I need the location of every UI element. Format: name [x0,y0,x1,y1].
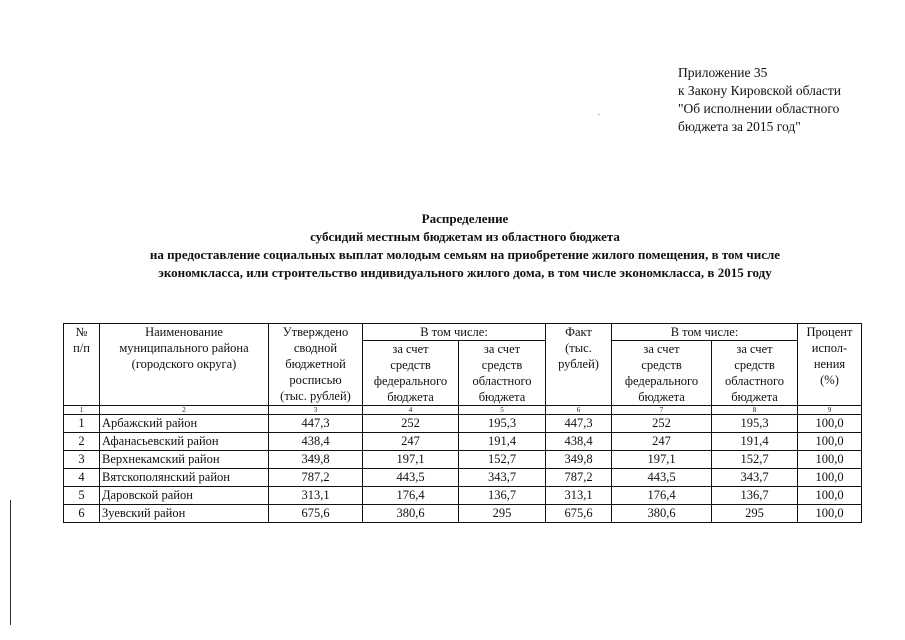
district-name: Афанасьевский район [100,433,269,451]
fact-total: 787,2 [546,469,612,487]
execution-percent: 100,0 [798,487,862,505]
column-number-row [64,406,862,415]
fact-federal: 247 [612,433,712,451]
column-number: 2 [100,406,269,415]
title-line: субсидий местным бюджетам из областного бюджета [310,229,620,244]
table-row [64,469,862,487]
approved-federal: 380,6 [363,505,459,523]
document-title [60,210,870,282]
row-number: 4 [64,469,100,487]
header-federal-fact: за счет средств федерального бюджета [612,341,712,406]
approved-regional: 295 [459,505,546,523]
column-number: 1 [64,406,100,415]
fact-federal: 380,6 [612,505,712,523]
title-line: на предоставление социальных выплат молодым семьям на приобретение жилого помещения, в том числе [149,247,781,262]
column-number: 4 [363,406,459,415]
header-including-approved: В том числе: [363,324,546,341]
execution-percent: 100,0 [798,469,862,487]
approved-regional: 152,7 [459,451,546,469]
execution-percent: 100,0 [798,451,862,469]
approved-total: 675,6 [269,505,363,523]
header-federal-approved: за счет средств федерального бюджета [363,341,459,406]
district-name: Вятскополянский район [100,469,269,487]
row-number: 5 [64,487,100,505]
column-number: 7 [612,406,712,415]
row-number: 1 [64,415,100,433]
scan-speck [598,114,600,115]
fact-federal: 176,4 [612,487,712,505]
header-regional-fact: за счет средств областного бюджета [712,341,798,406]
header-approved: Утверждено сводной бюджетной росписью (тыс. рублей) [269,324,363,406]
header-regional-approved: за счет средств областного бюджета [459,341,546,406]
fact-total: 447,3 [546,415,612,433]
table-row [64,487,862,505]
approved-regional: 195,3 [459,415,546,433]
fact-regional: 195,3 [712,415,798,433]
approved-federal: 197,1 [363,451,459,469]
fact-regional: 152,7 [712,451,798,469]
fact-regional: 136,7 [712,487,798,505]
district-name: Даровской район [100,487,269,505]
appendix-line: к Закону Кировской области [678,83,842,98]
fact-federal: 443,5 [612,469,712,487]
header-row [64,324,862,341]
scan-edge-line [10,500,11,625]
column-number: 5 [459,406,546,415]
execution-percent: 100,0 [798,505,862,523]
district-name: Верхнекамский район [100,451,269,469]
approved-regional: 136,7 [459,487,546,505]
approved-total: 349,8 [269,451,363,469]
fact-total: 313,1 [546,487,612,505]
fact-total: 438,4 [546,433,612,451]
fact-regional: 295 [712,505,798,523]
execution-percent: 100,0 [798,415,862,433]
fact-federal: 197,1 [612,451,712,469]
table-row [64,505,862,523]
subsidy-table [63,323,862,523]
row-number: 3 [64,451,100,469]
header-num: № п/п [64,324,100,406]
table-row [64,433,862,451]
header-fact: Факт (тыс. рублей) [546,324,612,406]
row-number: 6 [64,505,100,523]
header-including-fact: В том числе: [612,324,798,341]
fact-federal: 252 [612,415,712,433]
appendix-line: Приложение 35 [678,65,768,80]
table-row [64,415,862,433]
approved-regional: 343,7 [459,469,546,487]
header-percent: Процент испол- нения (%) [798,324,862,406]
header-name: Наименование муниципального района (городского округа) [100,324,269,406]
district-name: Зуевский район [100,505,269,523]
appendix-line: "Об исполнении областного [678,101,840,116]
execution-percent: 100,0 [798,433,862,451]
approved-federal: 247 [363,433,459,451]
fact-total: 675,6 [546,505,612,523]
approved-federal: 252 [363,415,459,433]
column-number: 9 [798,406,862,415]
appendix-line: бюджета за 2015 год" [678,119,801,134]
row-number: 2 [64,433,100,451]
approved-regional: 191,4 [459,433,546,451]
title-line: экономкласса, или строительство индивидуального жилого дома, в том числе экономкласса, в 2015 году [158,265,772,280]
approved-total: 447,3 [269,415,363,433]
fact-regional: 191,4 [712,433,798,451]
table-row [64,451,862,469]
fact-total: 349,8 [546,451,612,469]
appendix-reference [678,64,841,136]
approved-federal: 176,4 [363,487,459,505]
column-number: 6 [546,406,612,415]
column-number: 3 [269,406,363,415]
approved-federal: 443,5 [363,469,459,487]
title-line: Распределение [421,211,509,226]
approved-total: 313,1 [269,487,363,505]
approved-total: 438,4 [269,433,363,451]
fact-regional: 343,7 [712,469,798,487]
column-number: 8 [712,406,798,415]
district-name: Арбажский район [100,415,269,433]
approved-total: 787,2 [269,469,363,487]
